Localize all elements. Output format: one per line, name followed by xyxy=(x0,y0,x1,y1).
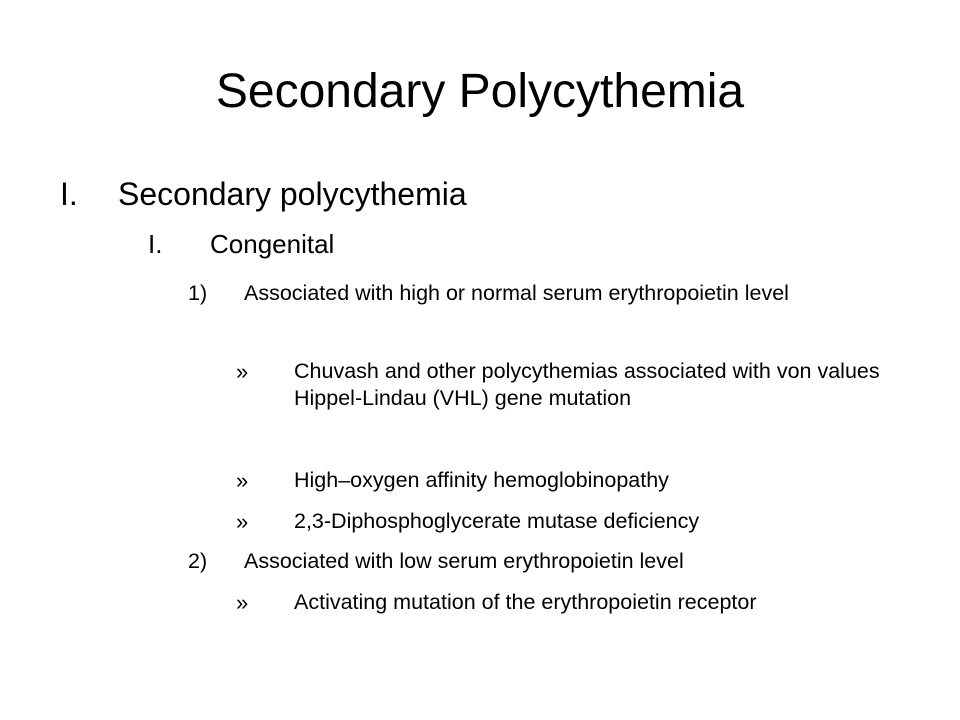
outline-marker: I. xyxy=(60,176,78,212)
outline-text: Associated with low serum erythropoietin level xyxy=(244,549,684,573)
outline-marker: I. xyxy=(148,229,163,259)
outline-item-epo-receptor xyxy=(236,589,896,616)
bullet-marker: » xyxy=(236,590,249,615)
outline-text: High–oxygen affinity hemoglobinopathy xyxy=(294,468,669,492)
outline-text: Chuvash and other polycythemias associated with von values Hippel-Lindau (VHL) gene mutation xyxy=(294,359,880,410)
outline-marker: 2) xyxy=(188,549,208,573)
outline-text: 2,3-Diphosphoglycerate mutase deficiency xyxy=(294,509,700,533)
outline-text: Secondary polycythemia xyxy=(118,176,467,212)
slide-title: Secondary Polycythemia xyxy=(215,65,745,118)
outline-item-congenital xyxy=(148,226,938,262)
bullet-marker: » xyxy=(236,509,249,534)
outline-item-hemoglobinopathy xyxy=(236,467,896,494)
outline-marker: 1) xyxy=(188,281,208,305)
outline-item-chuvash xyxy=(236,358,896,412)
bullet-marker: » xyxy=(236,468,249,493)
outline-item-secondary-polycythemia xyxy=(60,172,940,216)
outline-item-high-epo xyxy=(188,280,888,307)
outline-item-dpg-mutase xyxy=(236,508,896,535)
outline-text: Activating mutation of the erythropoietin receptor xyxy=(294,590,757,614)
outline-text: Congenital xyxy=(210,229,335,259)
bullet-marker: » xyxy=(236,359,249,384)
outline-text: Associated with high or normal serum erythropoietin level xyxy=(244,281,789,305)
outline-item-low-epo xyxy=(188,548,888,575)
